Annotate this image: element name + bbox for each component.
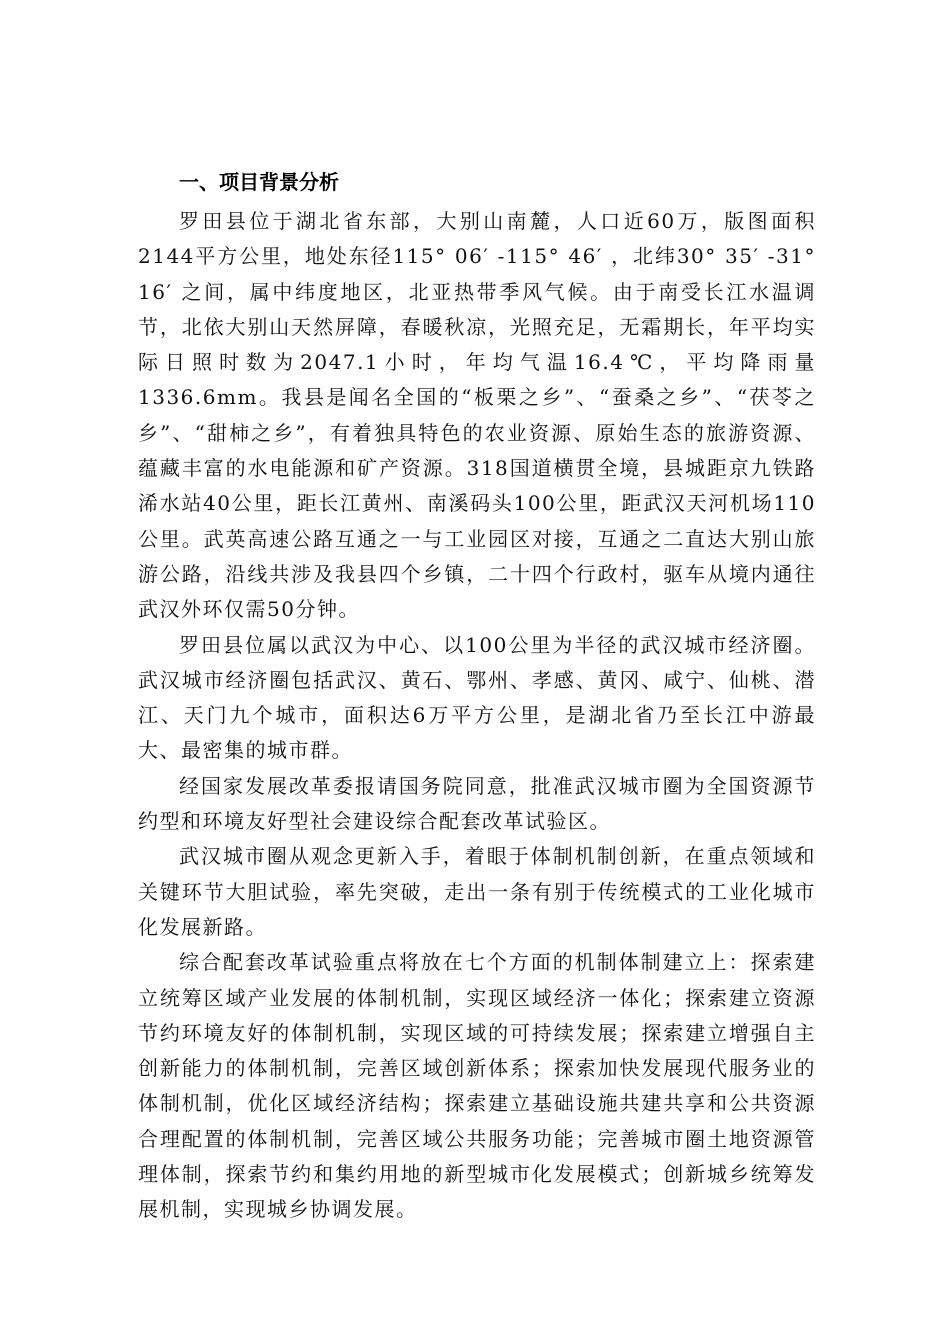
paragraph-innovation: 武汉城市圈从观念更新入手，着眼于体制机制创新，在重点领域和关键环节大胆试验，率先突破，走出一条有别于传统模式的工业化城市化发展新路。 (138, 844, 816, 939)
document-body (138, 160, 816, 1228)
paragraph-approval: 经国家发展改革委报请国务院同意，批准武汉城市圈为全国资源节约型和环境友好型社会建设综合配套改革试验区。 (138, 773, 816, 834)
paragraph-reform-focus: 综合配套改革试验重点将放在七个方面的机制体制建立上：探索建立统筹区域产业发展的体制机制，实现区域经济一体化；探索建立资源节约环境友好的体制机制，实现区域的可持续发展；探索建立增强自主创新能力的体制机制，完善区域创新体系；探索加快发展现代服务业的体制机制，优化区域经济结构；探索建立基础设施共建共享和公共资源合理配置的体制机制，完善区域公共服务功能；完善城市圈土地资源管理体制，探索节约和集约用地的新型城市化发展模式；创新城乡统筹发展机制，实现城乡协调发展。 (138, 950, 816, 1222)
section-heading: 一、项目背景分析 (179, 170, 339, 194)
paragraph-economic-circle: 罗田县位属以武汉为中心、以100公里为半径的武汉城市经济圈。武汉城市经济圈包括武汉、黄石、鄂州、孝感、黄冈、咸宁、仙桃、潜江、天门九个城市，面积达6万平方公里，是湖北省乃至长江中游最大、最密集的城市群。 (138, 632, 816, 763)
paragraph-background: 罗田县位于湖北省东部，大别山南麓，人口近60万，版图面积2144平方公里，地处东径115° 06′ -115° 46′ ，北纬30° 35′ -31° 16′ 之间，属中纬度地区，北亚热带季风气候。由于南受长江水温调节，北依大别山天然屏障，春暖秋凉，光照充足，无霜期长，年平均实际日照时数为2047.1小时，年均气温16.4℃，平均降雨量1336.6mm。我县是闻名全国的“板栗之乡”、“蚕桑之乡”、“茯苓之乡”、“甜柿之乡”，有着独具特色的农业资源、原始生态的旅游资源、蕴藏丰富的水电能源和矿产资源。318国道横贯全境，县城距京九铁路浠水站40公里，距长江黄州、南溪码头100公里，距武汉天河机场110公里。武英高速公路互通之一与工业园区对接，互通之二直达大别山旅游公路，沿线共涉及我县四个乡镇，二十四个行政村，驱车从境内通往武汉外环仅需50分钟。 (138, 209, 816, 622)
